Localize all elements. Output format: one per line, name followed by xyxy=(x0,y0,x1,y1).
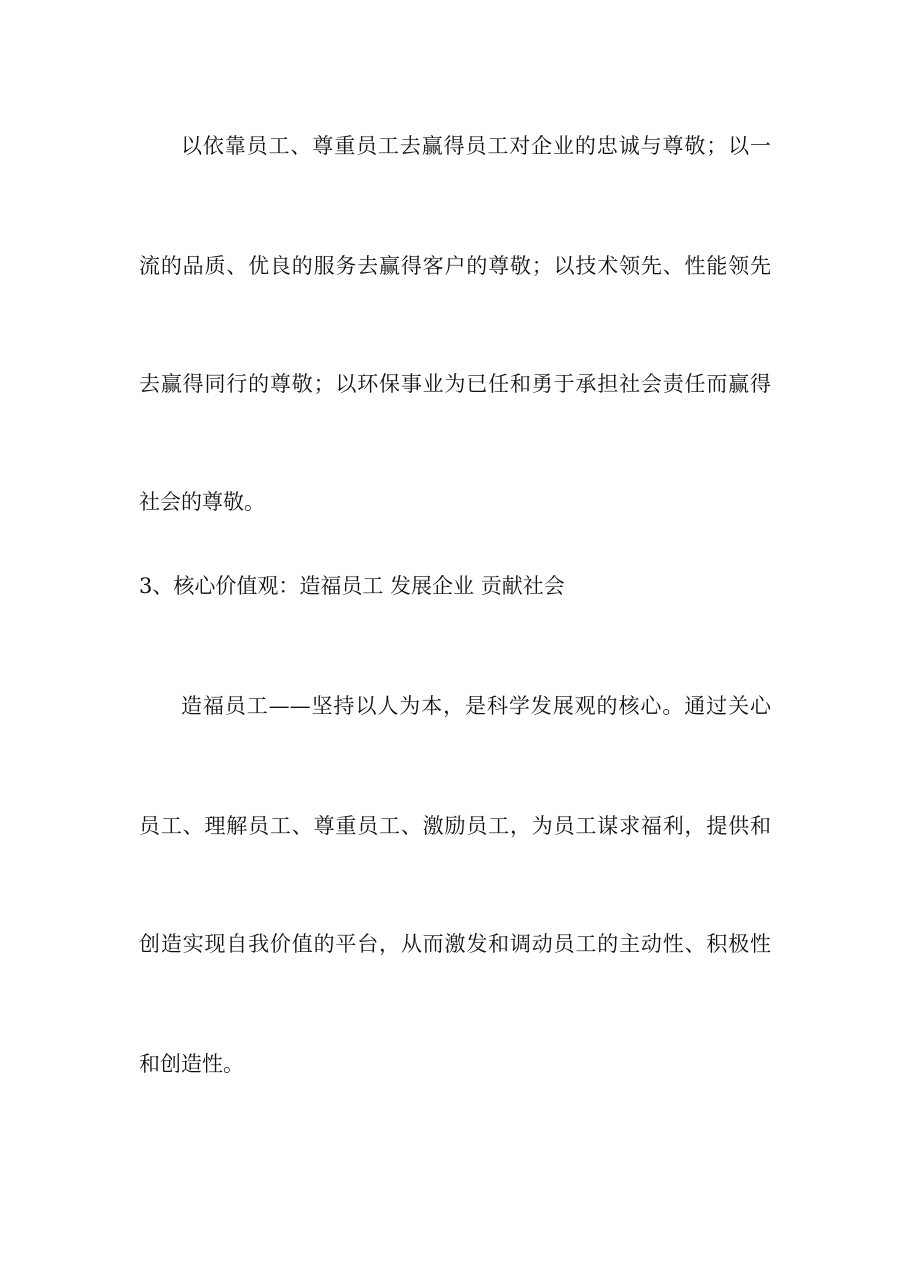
paragraph2-line-3: 创造实现自我价值的平台，从而激发和调动员工的主动性、积极性 xyxy=(139,932,771,956)
paragraph2-line-4: 和创造性。 xyxy=(139,1052,244,1076)
paragraph1-line-1: 以依靠员工、尊重员工去赢得员工对企业的忠诚与尊敬；以一 xyxy=(181,134,771,158)
paragraph1-line-3: 去赢得同行的尊敬；以环保事业为已任和勇于承担社会责任而赢得 xyxy=(139,372,771,396)
paragraph1-line-2: 流的品质、优良的服务去赢得客户的尊敬；以技术领先、性能领先 xyxy=(139,254,771,278)
paragraph2-line-1: 造福员工——坚持以人为本，是科学发展观的核心。通过关心 xyxy=(181,694,771,718)
paragraph1-line-4: 社会的尊敬。 xyxy=(139,490,265,514)
section-heading: 3、核心价值观：造福员工 发展企业 贡献社会 xyxy=(139,574,565,598)
paragraph2-line-2: 员工、理解员工、尊重员工、激励员工，为员工谋求福利，提供和 xyxy=(139,814,771,838)
